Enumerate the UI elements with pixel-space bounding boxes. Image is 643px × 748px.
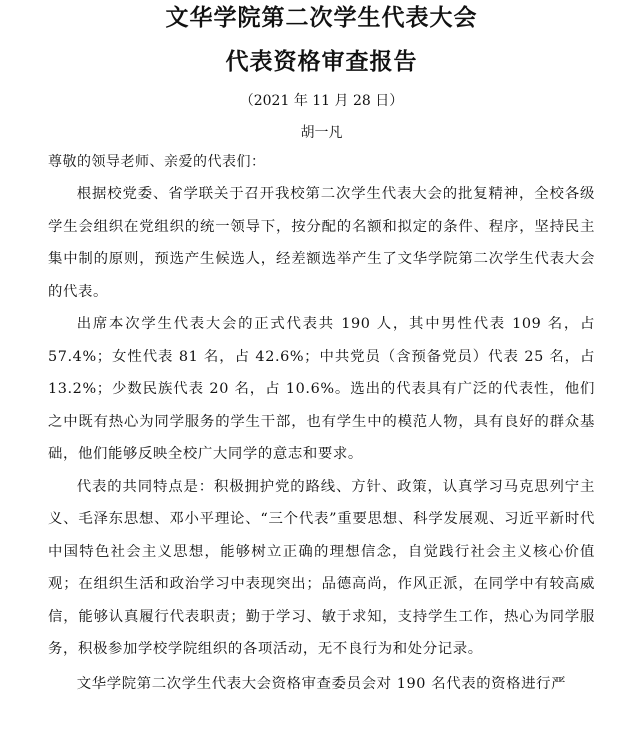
paragraph-4: 文华学院第二次学生代表大会资格审查委员会对 190 名代表的资格进行严 [76, 675, 567, 692]
document-date: （2021 年 11 月 28 日） [239, 93, 404, 109]
document-title-line1: 文华学院第二次学生代表大会 [165, 4, 478, 31]
document-title-line2: 代表资格审查报告 [225, 48, 418, 75]
paragraph-2: 出席本次学生代表大会的正式代表共 190 人，其中男性代表 109 名，占 57.4%；女性代表 81 名，占 42.6%；中共党员（含预备党员）代表 25 名，占 13.2%；少数民族代表 20 名，占 10.6%。选出的代表具有广泛的代表性，他们之中既有热心为同学服务的学生干部，也有学生中的模范人物，具有良好的群众基础，他们能够反映全校广大同学的意志和要求。 [48, 316, 595, 462]
paragraph-3: 代表的共同特点是：积极拥护党的路线、方针、政策，认真学习马克思列宁主义、毛泽东思想、邓小平理论、“三个代表”重要思想、科学发展观、习近平新时代中国特色社会主义思想，能够树立正确的理想信念，自觉践行社会主义核心价值观；在组织生活和政治学习中表现突出；品德高尚，作风正派，在同学中有较高威信，能够认真履行代表职责；勤于学习、敏于求知，支持学生工作，热心为同学服务，积极参加学校学院组织的各项活动，无不良行为和处分记录。 [48, 478, 595, 657]
paragraph-1: 根据校党委、省学联关于召开我校第二次学生代表大会的批复精神，全校各级学生会组织在党组织的统一领导下，按分配的名额和拟定的条件、程序，坚持民主集中制的原则，预选产生候选人，经差额选举产生了文华学院第二次学生代表大会的代表。 [48, 186, 595, 300]
salutation: 尊敬的领导老师、亲爱的代表们： [48, 154, 266, 170]
document-author: 胡一凡 [300, 125, 343, 141]
